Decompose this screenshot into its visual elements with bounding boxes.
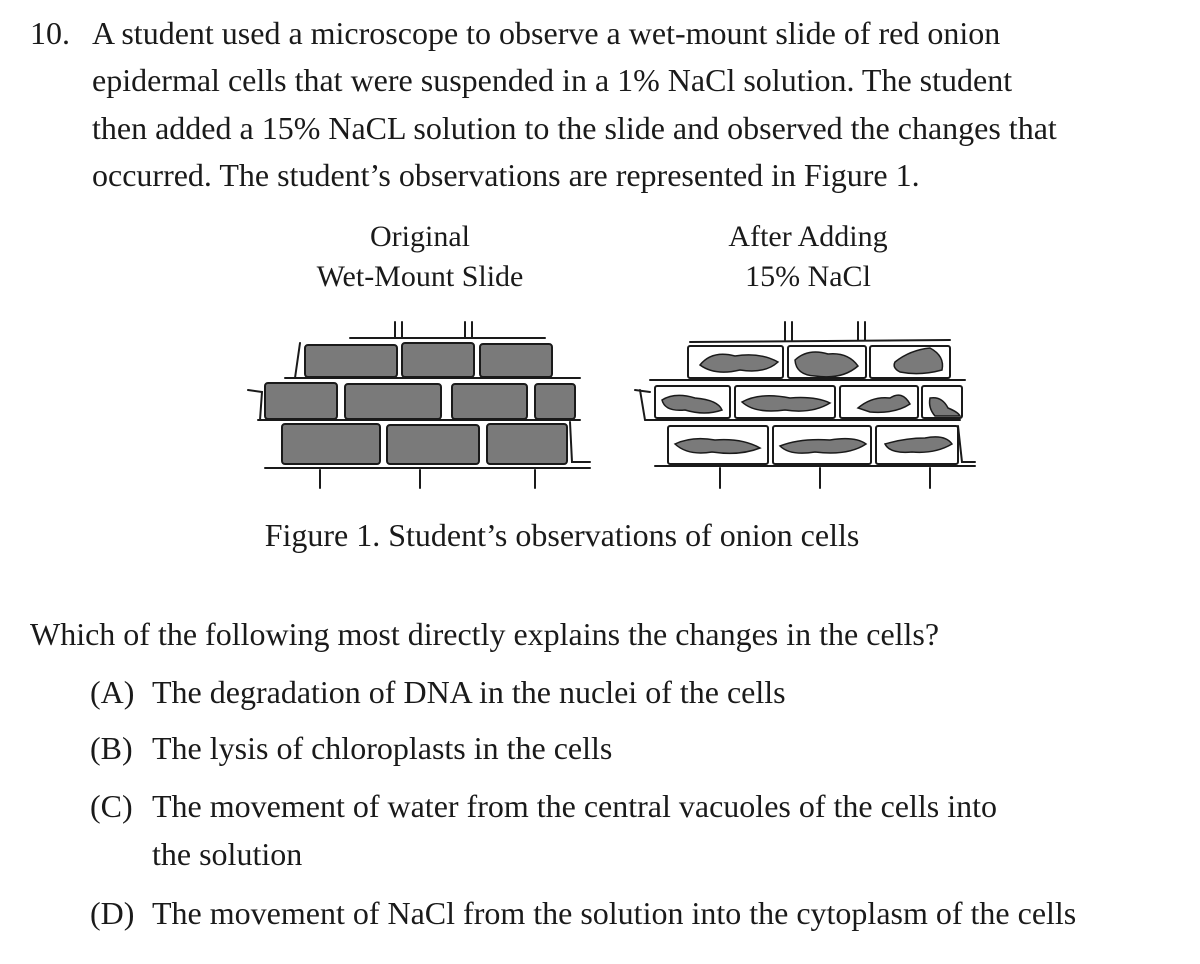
question-stem-line-1: A student used a microscope to observe a wet-mount slide of red onion bbox=[92, 15, 1001, 51]
figure-right-label-line-1: After Adding bbox=[728, 220, 888, 253]
question-number: 10. bbox=[30, 15, 70, 51]
shrunken-cytoplasm bbox=[930, 398, 960, 416]
shrunken-cytoplasm bbox=[675, 439, 760, 454]
option-d-letter: (D) bbox=[90, 895, 135, 931]
shrunken-cytoplasm bbox=[885, 437, 952, 452]
option-c-letter: (C) bbox=[90, 788, 133, 824]
figure-caption: Figure 1. Student’s observations of onion cells bbox=[264, 517, 860, 553]
option-a-letter: (A) bbox=[90, 674, 135, 710]
onion-cells-figure bbox=[240, 300, 1000, 500]
shrunken-cytoplasm bbox=[894, 348, 942, 374]
figure-right-label-line-2: 15% NaCl bbox=[745, 260, 871, 293]
shrunken-cytoplasm bbox=[780, 439, 866, 453]
cell bbox=[305, 345, 397, 377]
shrunken-cytoplasm bbox=[795, 352, 858, 377]
shrunken-cytoplasm bbox=[742, 396, 830, 411]
option-b-letter: (B) bbox=[90, 730, 133, 766]
option-c-text-line-1: The movement of water from the central vacuoles of the cells into bbox=[152, 788, 998, 824]
figure-left-label-line-2: Wet-Mount Slide bbox=[316, 260, 524, 293]
cell bbox=[265, 383, 337, 419]
original-cells bbox=[265, 343, 575, 464]
option-c-text-line-2: the solution bbox=[152, 836, 303, 872]
cell bbox=[387, 425, 479, 464]
shrunken-cytoplasm bbox=[700, 354, 778, 372]
cell bbox=[487, 424, 567, 464]
shrunken-cytoplasm bbox=[662, 395, 722, 413]
option-a-text: The degradation of DNA in the nuclei of the cells bbox=[152, 674, 786, 710]
question-prompt: Which of the following most directly explains the changes in the cells? bbox=[30, 616, 940, 652]
figure-left-label-line-1: Original bbox=[370, 220, 470, 253]
option-d-text: The movement of NaCl from the solution into the cytoplasm of the cells bbox=[152, 895, 1077, 931]
question-stem-line-2: epidermal cells that were suspended in a 1% NaCl solution. The student bbox=[92, 62, 1013, 98]
cell bbox=[452, 384, 527, 419]
cell bbox=[480, 344, 552, 377]
cell bbox=[402, 343, 474, 377]
question-stem-line-3: then added a 15% NaCL solution to the slide and observed the changes that bbox=[92, 110, 1057, 146]
question-stem-line-4: occurred. The student’s observations are represented in Figure 1. bbox=[92, 157, 920, 193]
option-b-text: The lysis of chloroplasts in the cells bbox=[152, 730, 613, 766]
cell bbox=[345, 384, 441, 419]
plasmolyzed-cytoplasm bbox=[662, 348, 960, 453]
shrunken-cytoplasm bbox=[858, 395, 910, 412]
cell bbox=[535, 384, 575, 419]
cell bbox=[282, 424, 380, 464]
